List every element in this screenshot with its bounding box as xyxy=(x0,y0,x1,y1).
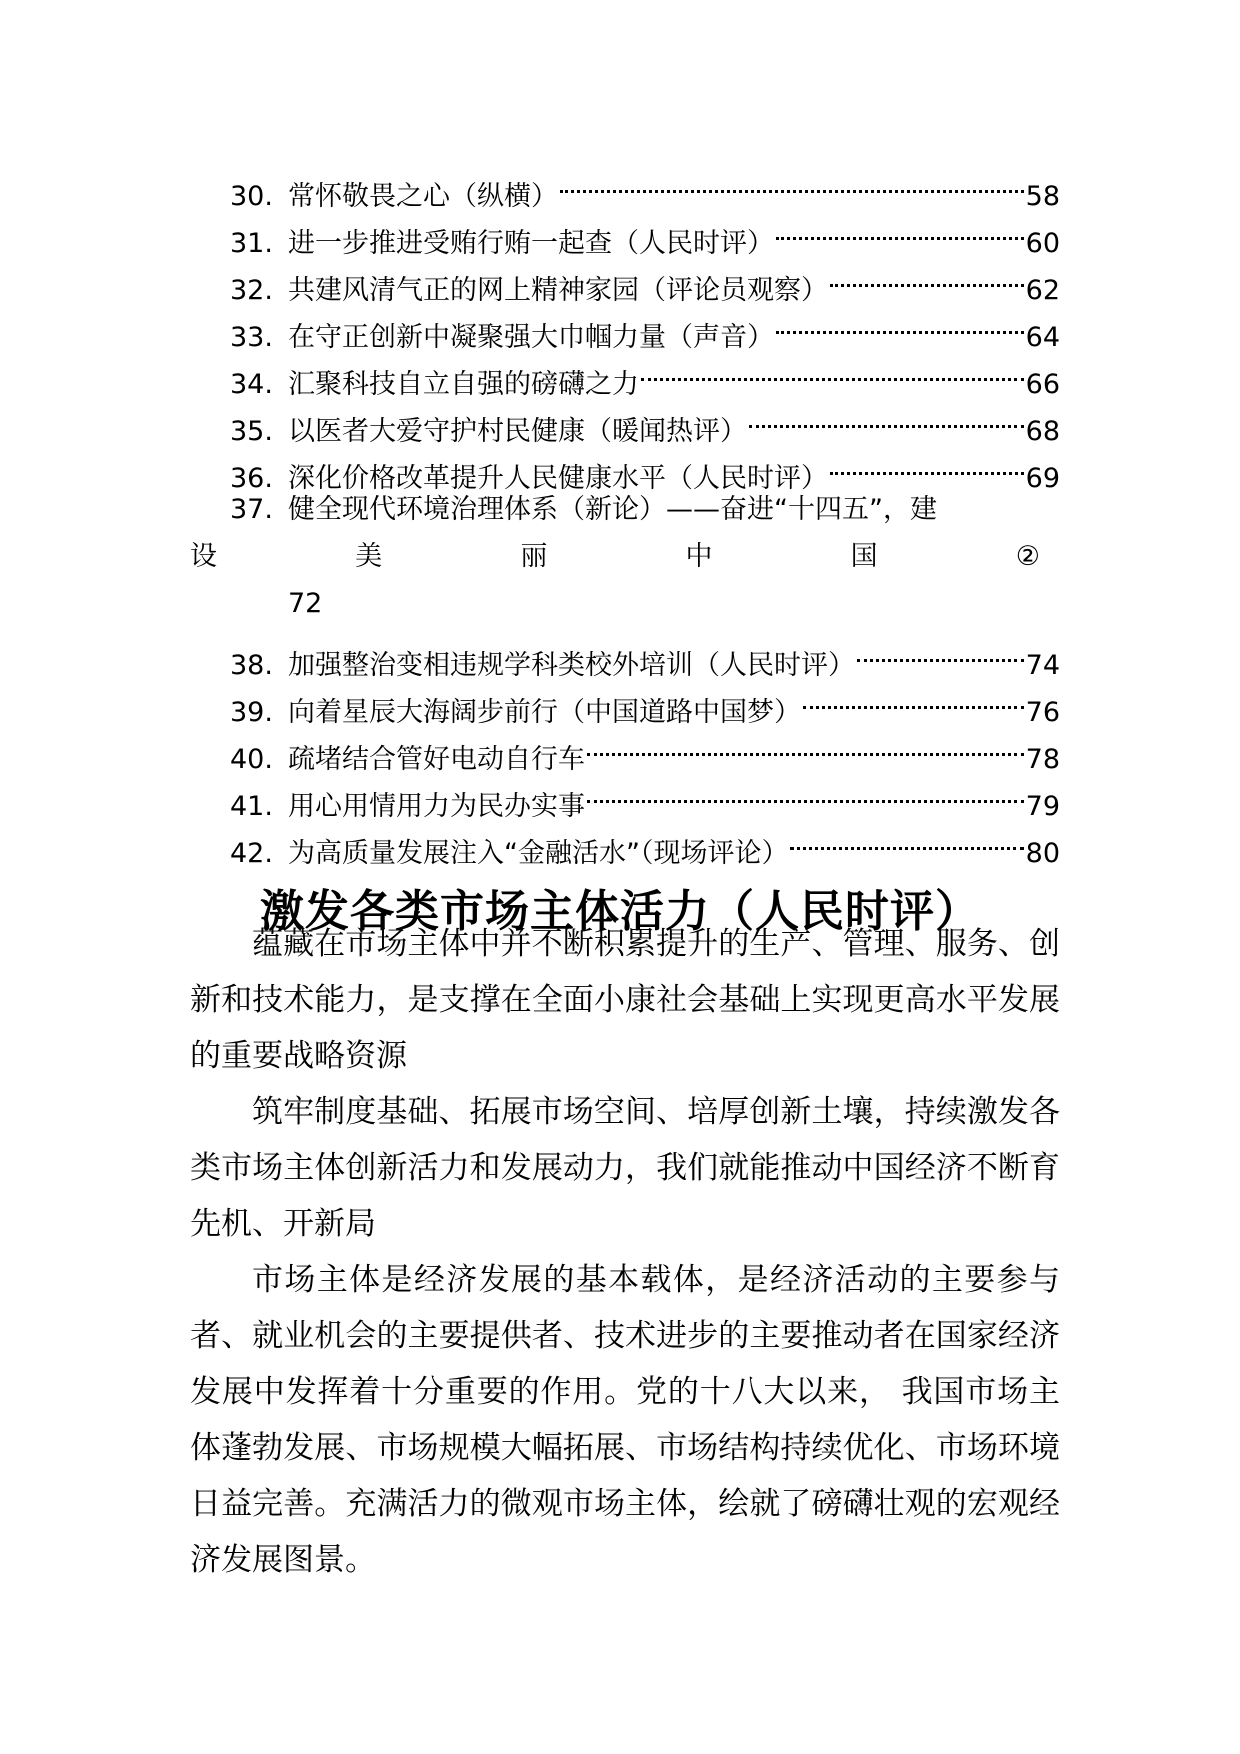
toc-entry-number: 39. xyxy=(230,697,273,728)
toc-entry-title: 为高质量发展注入“金融活水”（现场评论） xyxy=(288,838,789,869)
toc-wrapped-char: 丽 xyxy=(520,541,548,572)
toc-leader-dots xyxy=(587,721,1024,768)
toc-entry-title: 加强整治变相违规学科类校外培训（人民时评） xyxy=(288,650,855,681)
toc-entry-title: 用心用情用力为民办实事 xyxy=(288,791,585,822)
toc-entry-number: 33. xyxy=(230,322,273,353)
toc-entry-number: 41. xyxy=(230,791,273,822)
toc-entry[interactable] xyxy=(230,627,1060,681)
toc-entry-title: 在守正创新中凝聚强大巾帼力量（声音） xyxy=(288,322,774,353)
toc-leader-dots xyxy=(749,393,1024,440)
toc-entry-number: 35. xyxy=(230,416,273,447)
toc-leader-dots xyxy=(857,627,1024,674)
article-title: 激发各类市场主体活力（人民时评） xyxy=(260,886,980,938)
toc-entry-title: 常怀敬畏之心（纵横） xyxy=(288,181,558,212)
toc-wrapped-char: 国 xyxy=(850,541,878,572)
toc-leader-dots xyxy=(641,346,1024,393)
table-of-contents xyxy=(230,158,1060,494)
toc-entry-page: 79 xyxy=(1025,791,1060,822)
toc-entry-page: 78 xyxy=(1025,744,1060,775)
toc-wrapped-line-1 xyxy=(190,486,1060,533)
toc-entry[interactable] xyxy=(230,158,1060,212)
toc-entry-number: 36. xyxy=(230,463,273,494)
toc-entry-wrapped[interactable] xyxy=(190,486,1060,627)
table-of-contents-continued xyxy=(230,627,1060,869)
toc-entry-title: 以医者大爱守护村民健康（暖闻热评） xyxy=(288,416,747,447)
toc-entry-page: 76 xyxy=(1025,697,1060,728)
toc-entry-title: 疏堵结合管好电动自行车 xyxy=(288,744,585,775)
toc-wrapped-char: 中 xyxy=(685,541,713,572)
toc-leader-dots xyxy=(790,815,1023,862)
toc-entry-title: 向着星辰大海阔步前行（中国道路中国梦） xyxy=(288,697,801,728)
toc-leader-dots xyxy=(776,205,1024,252)
toc-entry-page: 62 xyxy=(1025,275,1060,306)
toc-entry-page: 64 xyxy=(1025,322,1060,353)
toc-entry-number: 42. xyxy=(230,838,273,869)
article-paragraph: 筑牢制度基础、拓展市场空间、培厚创新土壤，持续激发各类市场主体创新活力和发展动力，我们就能推动中国经济不断育先机、开新局 xyxy=(190,1094,1060,1242)
toc-entry-page: 72 xyxy=(288,588,323,619)
toc-wrapped-char: 设 xyxy=(190,541,217,572)
toc-entry-number: 30. xyxy=(230,181,273,212)
toc-entry-number: 32. xyxy=(230,275,273,306)
toc-leader-dots xyxy=(830,440,1024,487)
article-paragraph: 蕴藏在市场主体中并不断积累提升的生产、管理、服务、创新和技术能力，是支撑在全面小康社会基础上实现更高水平发展的重要战略资源 xyxy=(190,926,1060,1074)
toc-leader-dots xyxy=(776,299,1024,346)
toc-entry-page: 66 xyxy=(1025,369,1060,400)
toc-entry-number: 40. xyxy=(230,744,273,775)
toc-entry-page: 80 xyxy=(1025,838,1060,869)
toc-entry-title: 汇聚科技自立自强的磅礴之力 xyxy=(288,369,639,400)
toc-entry-number: 38. xyxy=(230,650,273,681)
toc-entry-page: 69 xyxy=(1025,463,1060,494)
toc-entry-number: 37. xyxy=(230,494,273,525)
toc-leader-dots xyxy=(560,158,1024,205)
toc-entry-title: 健全现代环境治理体系（新论）——奋进“十四五”，建 xyxy=(288,494,937,525)
toc-wrapped-char: 美 xyxy=(355,541,383,572)
toc-entry-page: 68 xyxy=(1025,416,1060,447)
toc-entry-page: 60 xyxy=(1025,228,1060,259)
toc-leader-dots xyxy=(830,252,1024,299)
toc-entry-number: 34. xyxy=(230,369,273,400)
toc-wrapped-char: ② xyxy=(1015,541,1040,572)
article-paragraph: 市场主体是经济发展的基本载体，是经济活动的主要参与者、就业机会的主要提供者、技术进步的主要推动者在国家经济发展中发挥着十分重要的作用。党的十八大以来， 我国市场主体蓬勃发展、市场规模大幅拓展、市场结构持续优化、市场环境日益完善。充满活力的微观市场主体，绘就了磅礴壮观的宏观经济发展图景。 xyxy=(190,1262,1060,1578)
toc-entry-title: 进一步推进受贿行贿一起查（人民时评） xyxy=(288,228,774,259)
toc-leader-dots xyxy=(587,768,1024,815)
toc-entry-title: 共建风清气正的网上精神家园（评论员观察） xyxy=(288,275,828,306)
toc-entry-number: 31. xyxy=(230,228,273,259)
toc-entry-title: 深化价格改革提升人民健康水平（人民时评） xyxy=(288,463,828,494)
toc-entry-page: 58 xyxy=(1025,181,1060,212)
article-body xyxy=(190,916,1060,1588)
toc-leader-dots xyxy=(803,674,1024,721)
toc-wrapped-line-2 xyxy=(190,533,1060,580)
toc-entry-page: 74 xyxy=(1025,650,1060,681)
